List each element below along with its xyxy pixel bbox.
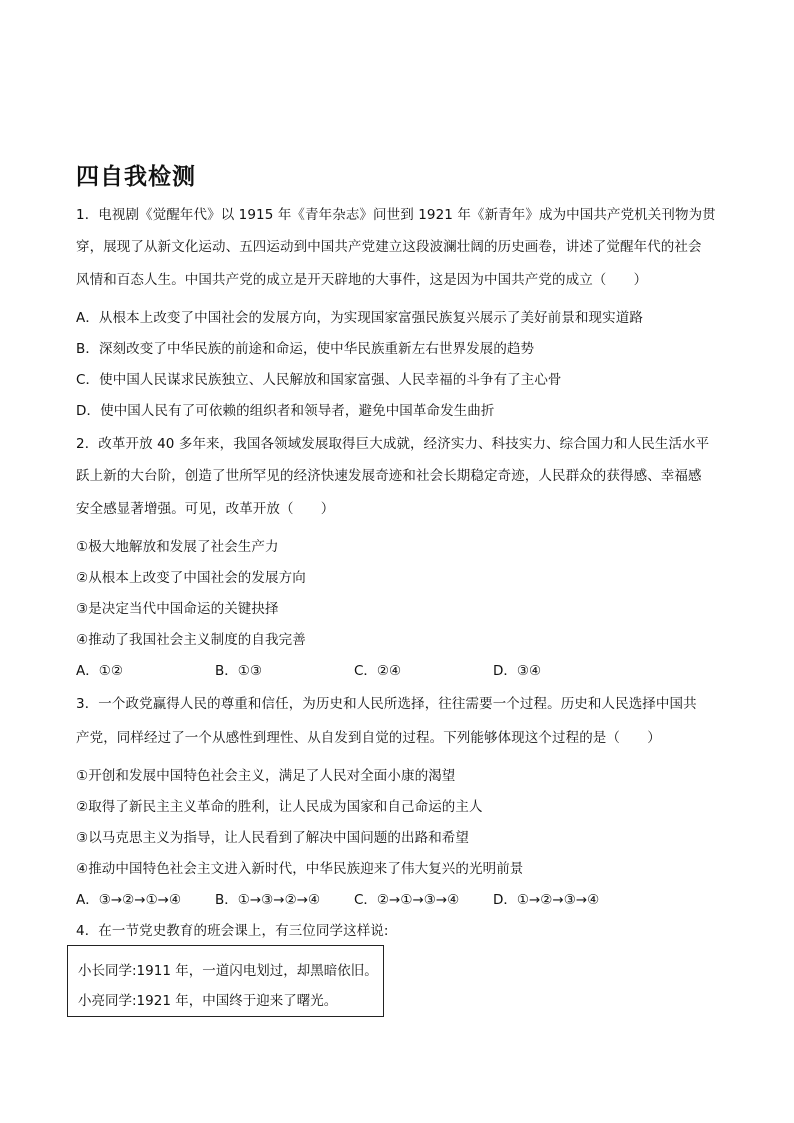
q1-stem-line: 穿，展现了从新文化运动、五四运动到中国共产党建立这段波澜壮阔的历史画卷，讲述了觉醒年代的社会 bbox=[76, 239, 702, 255]
q2-options-row bbox=[76, 659, 541, 679]
q2-statement-4: ④推动了我国社会主义制度的自我完善 bbox=[76, 632, 306, 648]
q3-option-d: D．①→②→③→④ bbox=[493, 892, 600, 908]
q1-option-b: B．深刻改变了中华民族的前途和命运，使中华民族重新左右世界发展的趋势 bbox=[76, 341, 535, 357]
q1-stem-line: 1．电视剧《觉醒年代》以 1915 年《青年杂志》问世到 1921 年《新青年》成为中国共产党机关刊物为贯 bbox=[76, 207, 716, 223]
q2-stem-line: 2．改革开放 40 多年来，我国各领域发展取得巨大成就，经济实力、科技实力、综合国力和人民生活水平 bbox=[76, 436, 710, 452]
q2-option-c: C．②④ bbox=[354, 663, 402, 679]
q1-option-c: C．使中国人民谋求民族独立、人民解放和国家富强、人民幸福的斗争有了主心骨 bbox=[76, 372, 562, 388]
q2-stem-line: 安全感显著增强。可见，改革开放（ ） bbox=[76, 501, 335, 517]
q3-statement-1: ①开创和发展中国特色社会主义，满足了人民对全面小康的渴望 bbox=[76, 768, 456, 784]
q3-statement-3: ③以马克思主义为指导，让人民看到了解决中国问题的出路和希望 bbox=[76, 830, 470, 846]
q1-option-a: A．从根本上改变了中国社会的发展方向，为实现国家富强民族复兴展示了美好前景和现实道路 bbox=[76, 310, 643, 326]
q2-statement-1: ①极大地解放和发展了社会生产力 bbox=[76, 539, 279, 555]
q2-option-b: B．①③ bbox=[215, 663, 262, 679]
q2-stem-line: 跃上新的大台阶，创造了世所罕见的经济快速发展奇迹和社会长期稳定奇迹，人民群众的获得感、幸福感 bbox=[76, 468, 702, 484]
q3-option-b: B．①→③→②→④ bbox=[215, 892, 321, 908]
q2-option-a: A．①② bbox=[76, 663, 123, 679]
q3-statement-4: ④推动中国特色社会主文进入新时代，中华民族迎来了伟大复兴的光明前景 bbox=[76, 861, 524, 877]
q4-quote-box bbox=[67, 945, 384, 1017]
q3-stem-line: 产党，同样经过了一个从感性到理性、从自发到自觉的过程。下列能够体现这个过程的是（ ） bbox=[76, 730, 661, 746]
q2-option-d: D．③④ bbox=[493, 663, 542, 679]
q3-option-c: C．②→①→③→④ bbox=[354, 892, 460, 908]
q4-stem-line: 4．在一节党史教育的班会课上，有三位同学这样说: bbox=[76, 923, 389, 939]
q3-statement-2: ②取得了新民主主义革命的胜利，让人民成为国家和自己命运的主人 bbox=[76, 799, 483, 815]
q3-options-row bbox=[76, 888, 599, 908]
q3-stem-line: 3．一个政党赢得人民的尊重和信任，为历史和人民所选择，往往需要一个过程。历史和人民选择中国共 bbox=[76, 696, 697, 712]
q4-quote-line: 小亮同学:1921 年，中国终于迎来了曙光。 bbox=[78, 993, 338, 1009]
q2-statement-3: ③是决定当代中国命运的关键抉择 bbox=[76, 601, 279, 617]
q3-option-a: A．③→②→①→④ bbox=[76, 892, 182, 908]
q1-stem-line: 风情和百态人生。中国共产党的成立是开天辟地的大事件，这是因为中国共产党的成立（ ） bbox=[76, 272, 648, 288]
q4-quote-line: 小长同学:1911 年，一道闪电划过，却黑暗依旧。 bbox=[78, 963, 378, 979]
section-title: 四自我检测 bbox=[76, 164, 196, 190]
q2-statement-2: ②从根本上改变了中国社会的发展方向 bbox=[76, 570, 306, 586]
q1-option-d: D．使中国人民有了可依赖的组织者和领导者，避免中国革命发生曲折 bbox=[76, 403, 495, 419]
